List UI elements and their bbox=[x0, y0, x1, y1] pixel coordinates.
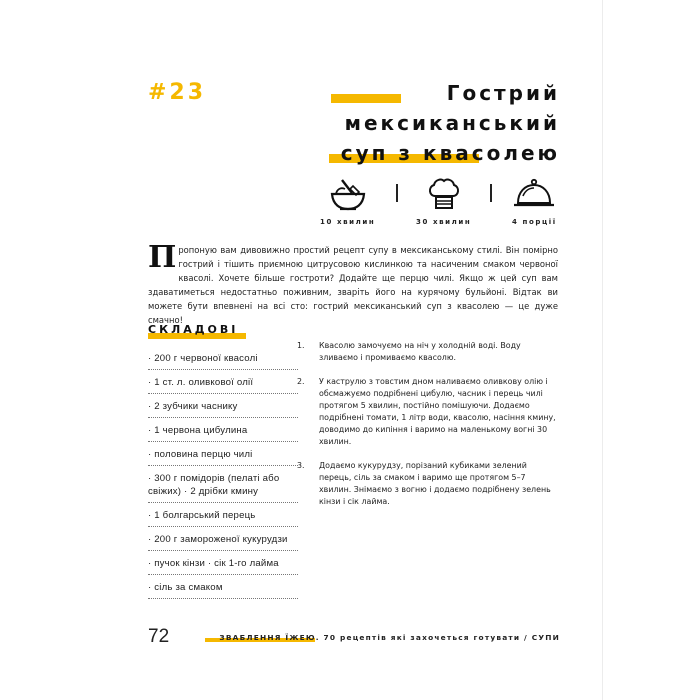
intro-text: ропоную вам дивовижно простий рецепт супу в мексиканському стилі. Він помірно гострий і тішить приємною цитрусовою кислинкою та насиченим смаком червоної квасолі. Хочете більше гостроти? Додайте ще перцю чилі. Якщо ж цей суп вам здаватиметься недостатньо поживним, зваріть його на курячому бульйоні. Відтак ви можете бути впевнені на всі сто: гострий мексиканський суп з квасолею — це дуже смачно! bbox=[148, 245, 558, 325]
ingredient-item: · 1 червона цибулина bbox=[148, 422, 298, 442]
steps-list bbox=[297, 340, 559, 520]
ingredients-heading: СКЛАДОВІ bbox=[148, 323, 238, 336]
step-item bbox=[297, 376, 559, 448]
ingredient-item: · 300 г помідорів (пелаті або свіжих) · 2 дрібки кмину bbox=[148, 470, 298, 503]
step-text: Квасолю замочуємо на ніч у холодній воді. Воду зливаємо і промиваємо квасолю. bbox=[319, 341, 521, 362]
page-number: 72 bbox=[148, 626, 170, 647]
intro-paragraph bbox=[148, 240, 558, 327]
step-number: 1. bbox=[297, 341, 305, 350]
step-number: 3. bbox=[297, 461, 305, 470]
mixing-bowl-icon bbox=[326, 176, 370, 212]
cook-time-label: 30 хвилин bbox=[416, 218, 472, 226]
ingredient-item: · сіль за смаком bbox=[148, 579, 298, 599]
step-item bbox=[297, 460, 559, 508]
title-line-1: Гострий bbox=[341, 78, 560, 108]
step-item bbox=[297, 340, 559, 364]
ingredient-item: · 200 г червоної квасолі bbox=[148, 350, 298, 370]
ingredient-item: · 1 ст. л. оливкової олії bbox=[148, 374, 298, 394]
divider bbox=[490, 184, 492, 202]
recipe-title bbox=[341, 78, 560, 168]
ingredient-item: · пучок кінзи · сік 1-го лайма bbox=[148, 555, 298, 575]
step-text: У каструлю з товстим дном наливаємо оливкову олію і обсмажуємо подрібнені цибулю, часник і перець чилі протягом 5 хвилин, постійно помішуючи. Додаємо подрібнені томати, 1 літр води, квасолю, насіння кмину, доводимо до кипіння і варимо на маленькому вогні 30 хвилин. bbox=[319, 377, 556, 446]
drop-cap: П bbox=[148, 240, 177, 275]
prep-time bbox=[320, 176, 375, 226]
cook-time bbox=[416, 176, 471, 226]
ingredient-item: · 2 зубчики часнику bbox=[148, 398, 298, 418]
prep-time-label: 10 хвилин bbox=[320, 218, 376, 226]
servings-label: 4 порції bbox=[512, 218, 557, 226]
step-text: Додаємо кукурудзу, порізаний кубиками зелений перець, сіль за смаком і варимо ще протягом 5–7 хвилин. Знімаємо з вогню і додаємо подрібнену зелень кінзи і сік лайма. bbox=[319, 461, 551, 506]
servings bbox=[512, 176, 557, 226]
ingredient-item: · 1 болгарський перець bbox=[148, 507, 298, 527]
ingredient-item: · 200 г замороженої кукурудзи bbox=[148, 531, 298, 551]
page-edge bbox=[602, 0, 603, 700]
chef-hat-icon bbox=[422, 176, 466, 212]
title-highlight bbox=[331, 94, 401, 103]
divider bbox=[396, 184, 398, 202]
step-number: 2. bbox=[297, 377, 305, 386]
cloche-icon bbox=[512, 176, 556, 212]
footer-running-title: ЗВАБЛЕННЯ ЇЖЕЮ. 70 рецептів які захочеться готувати / СУПИ bbox=[219, 633, 560, 642]
title-line-3: суп з квасолею bbox=[341, 138, 560, 168]
ingredients-list bbox=[148, 350, 298, 603]
ingredient-item: · половина перцю чилі bbox=[148, 446, 298, 466]
title-line-2: мексиканський bbox=[344, 111, 560, 135]
recipe-number: #23 bbox=[148, 80, 207, 105]
